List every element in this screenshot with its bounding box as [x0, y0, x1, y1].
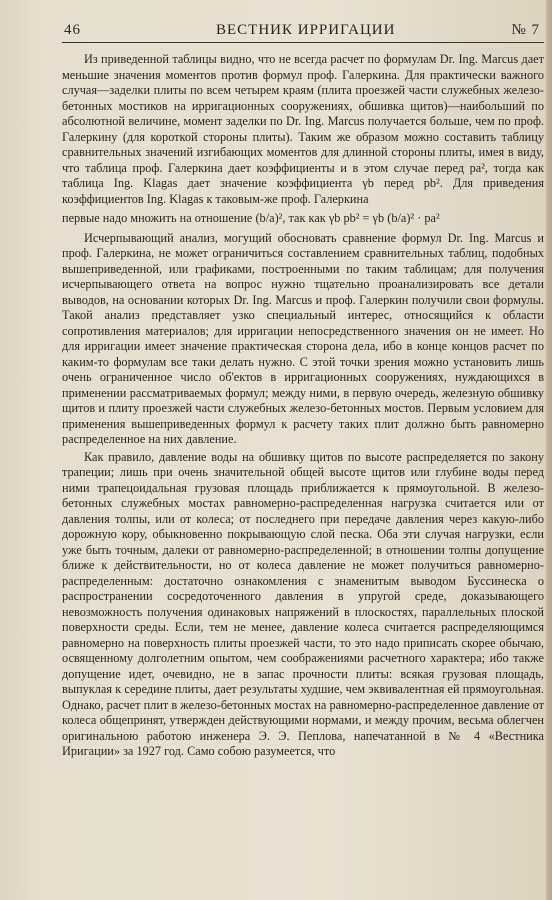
formula-line: первые надо множить на отношение (b/a)², так как γb pb² = γb (b/a)² · pa²: [62, 211, 440, 225]
page-edge: [546, 0, 552, 900]
article-body: [62, 52, 544, 760]
paragraph-2: Исчерпывающий анализ, могущий обосновать сравнение формул Dr. Ing. Marcus и проф. Галеркина, не может ограничиться составлением сравнительных таблиц, подобных вышеприведенной, или графиками, построенными по таким таблицам; для получения исчерпывающего ответа на вопрос нужно тщательно проанализировать все детали выводов, на основании которых Dr. Ing. Marcus и проф. Галеркин получили свои формулы. Такой анализ представляет узко специальный интерес, относящийся к области сопротивления материалов; для ирригации непосредственного значения он не имеет. Но для ирригации имеет значение практическая сторона дела, ибо в конце концов расчет по каким-то формулам все таки делать нужно. С этой точки зрения можно установить лишь очень ограниченное число об'ектов в ирригационных сооружениях, нуждающихся в применении рассматриваемых формул; между ними, в первую очередь, железную обшивку щитов и плиту проезжей части служебных железо-бетонных мостов. Первым условием для применения вышеприведенных формул к расчету таких плит должно быть равномерно распределенное на них давление.: [62, 230, 544, 446]
paragraph-3: Как правило, давление воды на обшивку щитов по высоте распределяется по закону трапеции; лишь при очень значительной общей высоте щитов или глубине воды перед ними трапецоидальная грузовая площадь приближается к прямоугольной. В железо-бетонных служебных мостах равномерно-распределенная нагрузка считается или от давления толпы, или от колеса; от последнего при передаче давления через какую-либо дорожную кору, обыкновенно покрывающую слой песка. Оба эти случая нагрузки, если уже быть точным, далеки от равномерно-распределенной; в отношении толпы допущение ближе к действительности, но от колеса давление не может получиться равномерно-распределенным: достаточно ознакомления с знаменитым выводом Буссинеска о распространении сосредоточенного давления в упругой среде, доказывающего невозможность получения одинаковых напряжений в плоскостях, параллельных плоской поверхности среды. Если, тем не менее, давление колеса считается распределяющимся равномерно на поверхность плиты проезжей части, то это надо приписать скорее обычаю, освященному долголетним опытом, чем соображениями расчетного характера; ибо также допущение идет, очевидно, не в запас прочности плиты: всякая грузовая площадь, выпуклая к середине плиты, дает результаты худшие, чем эквивалентная ей прямоугольная. Однако, расчет плит в железо-бетонных мостах на равномерно-распределенное давление от колеса общепринят, утвержден действующими нормами, и между прочим, весьма облегчен оригинальною работою инженера Э. Э. Пеплова, напечатанной в № 4 «Вестника Иригации» за 1927 год. Само собою разумеется, что: [62, 449, 544, 758]
header-rule: [62, 42, 544, 43]
journal-title: ВЕСТНИК ИРРИГАЦИИ: [216, 22, 396, 38]
running-header: [60, 18, 544, 40]
paragraph-1: Из приведенной таблицы видно, что не всегда расчет по формулам Dr. Ing. Marcus дает меньшие значения моментов против формул проф. Галеркина. Для практически важного случая—заделки плиты по всем четырем краям (плита проезжей части служебных железо-бетонных мостиков на ирригационных сооружениях, обшивка щитов)—наибольший по абсолютной величине, момент заделки по Dr. Ing. Marcus получается больше, чем по проф. Галеркину (для короткой стороны плиты). Таким же образом можно составить таблицу сравнительных значений изгибающих моментов для длинной стороны плиты, имея в виду, что таблица проф. Галеркина дает коэффициенты и в этом случае перед pa², тогда как таблица Ing. Klagas дает значение коэффициента γb перед pb². Для приведения коэффициентов Ing. Klagas к таковым-же проф. Галеркина: [62, 52, 544, 206]
page-number: 46: [64, 22, 81, 38]
issue-number: № 7: [511, 22, 540, 38]
